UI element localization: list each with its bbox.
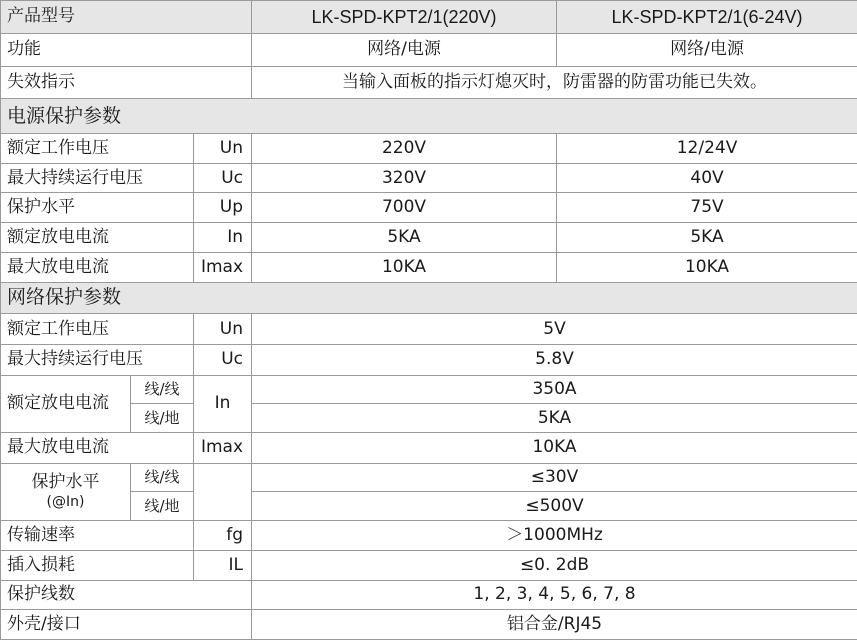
param-symbol: Un xyxy=(194,314,252,345)
sub-label-line-ground: 线/地 xyxy=(131,492,194,521)
table-row xyxy=(1,521,857,551)
param-value-2: 10KA xyxy=(557,252,857,282)
param-symbol: In xyxy=(194,375,252,432)
param-symbol: Uc xyxy=(194,345,252,376)
param-label: 最大放电电流 xyxy=(1,433,194,464)
power-section-title: 电源保护参数 xyxy=(1,99,857,134)
param-value: 铝合金/RJ45 xyxy=(252,610,857,640)
table-row xyxy=(1,433,857,464)
table-row xyxy=(1,163,857,193)
function-value-1: 网络/电源 xyxy=(252,33,557,66)
network-section-title: 网络保护参数 xyxy=(1,282,857,314)
param-symbol: Uc xyxy=(194,163,252,193)
param-label: 外壳/接口 xyxy=(1,610,252,640)
network-section-header xyxy=(1,282,857,314)
param-value: 350A xyxy=(252,375,857,404)
param-value-2: 40V xyxy=(557,163,857,193)
sub-label-line-line: 线/线 xyxy=(131,375,194,404)
failure-row xyxy=(1,66,857,99)
param-value-1: 5KA xyxy=(252,223,557,253)
param-label: 插入损耗 xyxy=(1,550,194,580)
table-row xyxy=(1,345,857,376)
param-symbol: Imax xyxy=(194,433,252,464)
param-label: 保护水平 xyxy=(31,472,100,493)
param-symbol: In xyxy=(194,223,252,253)
protection-level-label-cell xyxy=(1,463,131,520)
param-symbol: IL xyxy=(194,550,252,580)
param-value: 5.8V xyxy=(252,345,857,376)
header-label: 产品型号 xyxy=(1,1,252,34)
model-220v: LK-SPD-KPT2/1(220V) xyxy=(252,1,557,34)
function-row xyxy=(1,33,857,66)
sub-label-line-ground: 线/地 xyxy=(131,404,194,433)
function-value-2: 网络/电源 xyxy=(557,33,857,66)
param-symbol: Un xyxy=(194,134,252,164)
param-value: ＞1000MHz xyxy=(252,521,857,551)
param-value: ≤30V xyxy=(252,463,857,492)
param-value-1: 220V xyxy=(252,134,557,164)
param-value-2: 75V xyxy=(557,193,857,223)
param-value-2: 5KA xyxy=(557,223,857,253)
param-value-2: 12/24V xyxy=(557,134,857,164)
table-row xyxy=(1,252,857,282)
model-6-24v: LK-SPD-KPT2/1(6-24V) xyxy=(557,1,857,34)
param-label: 额定放电电流 xyxy=(1,223,194,253)
table-row xyxy=(1,550,857,580)
table-row xyxy=(1,580,857,610)
table-row xyxy=(1,193,857,223)
failure-value: 当输入面板的指示灯熄灭时，防雷器的防雷功能已失效。 xyxy=(252,66,857,99)
param-label: 额定工作电压 xyxy=(1,314,194,345)
param-symbol: Up xyxy=(194,193,252,223)
param-label: 保护线数 xyxy=(1,580,252,610)
sub-label-line-line: 线/线 xyxy=(131,463,194,492)
function-label: 功能 xyxy=(1,33,252,66)
param-sublabel: (@In) xyxy=(46,494,85,511)
param-label: 最大持续运行电压 xyxy=(1,345,194,376)
param-symbol: Imax xyxy=(194,252,252,282)
param-label: 额定放电电流 xyxy=(1,375,131,432)
param-value: 10KA xyxy=(252,433,857,464)
param-label: 额定工作电压 xyxy=(1,134,194,164)
param-value: 5KA xyxy=(252,404,857,433)
param-value: 1, 2, 3, 4, 5, 6, 7, 8 xyxy=(252,580,857,610)
param-label: 最大放电电流 xyxy=(1,252,194,282)
param-value-1: 700V xyxy=(252,193,557,223)
param-label: 最大持续运行电压 xyxy=(1,163,194,193)
param-value-1: 10KA xyxy=(252,252,557,282)
failure-label: 失效指示 xyxy=(1,66,252,99)
table-row xyxy=(1,223,857,253)
param-symbol: fg xyxy=(194,521,252,551)
empty-cell xyxy=(194,463,252,520)
param-label: 传输速率 xyxy=(1,521,194,551)
header-row xyxy=(1,1,857,34)
table-row xyxy=(1,375,857,404)
table-row xyxy=(1,610,857,640)
table-row xyxy=(1,134,857,164)
table-row xyxy=(1,314,857,345)
param-value-1: 320V xyxy=(252,163,557,193)
power-section-header xyxy=(1,99,857,134)
param-value: ≤500V xyxy=(252,492,857,521)
table-row xyxy=(1,463,857,492)
param-value: 5V xyxy=(252,314,857,345)
param-label: 保护水平 xyxy=(1,193,194,223)
param-value: ≤0. 2dB xyxy=(252,550,857,580)
